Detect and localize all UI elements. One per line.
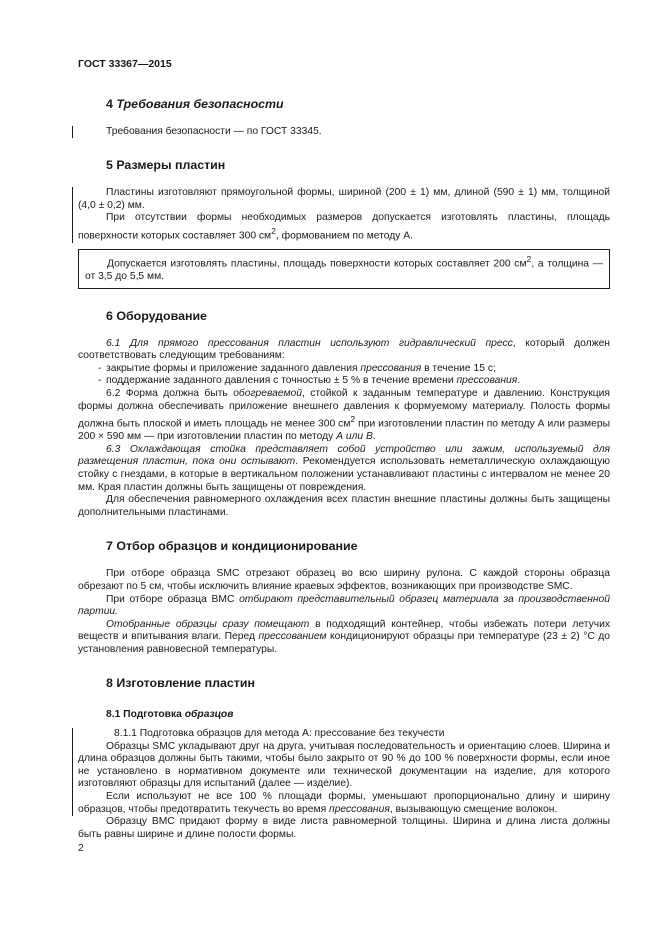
text-run: в течение 15 с; (421, 362, 496, 374)
superscript: 2 (350, 414, 356, 425)
document-page (78, 58, 610, 861)
change-mark-block (78, 187, 610, 243)
italic-run: прессования (329, 803, 390, 815)
change-mark-block (78, 126, 610, 139)
section-8-paragraph-4: Образцу ВМС придают форму в виде листа равномерной толщины. Ширина и длина листа должны быть равны ширине и длине полости формы. (78, 816, 610, 840)
italic-run: образцов (184, 709, 234, 721)
text-run: При отсутствии формы необходимых размеров допускается изготовлять пластины, площадь поверхности которых составляет 300 см (78, 212, 610, 242)
section-8 (78, 676, 610, 841)
text-run: поддержание заданного давления с точностью ± 5 % в течение времени (106, 375, 457, 387)
section-7-paragraph-3 (78, 619, 610, 657)
section-8-title: 8 Изготовление пластин (106, 676, 255, 691)
section-6 (78, 309, 610, 520)
italic-run: А или В (336, 431, 373, 443)
section-4-number: 4 (106, 96, 117, 111)
text-run: закрытие формы и приложение заданного давления (106, 362, 361, 374)
text-run: , а толщина — от 3,5 до 5,5 мм. (85, 258, 604, 282)
clause-8-1-1: 8.1.1 Подготовка образцов для метода А: прессование без текучести (114, 728, 445, 740)
clause-6-1 (78, 338, 610, 363)
text-run: , который должен соответствовать следующим требованиям: (78, 337, 610, 362)
clause-6-3 (78, 444, 610, 494)
text-run: Если используют не все 100 % площади формы, уменьшают пропорционально длину и ширину образцов, чтобы предотвратить текучесть во время (78, 791, 610, 815)
list-item (78, 363, 610, 376)
text-run: Допускается изготовлять пластины, площадь поверхности которых составляет 200 см (107, 258, 527, 270)
section-8-paragraph-2: Образцы SMC укладывают друг на друга, учитывая последовательность и ориентацию слоев. Ширина и длина образцов должны быть такими, чтобы было закрыто от 90 % до 100 % поверхности формы, если иное не установлено в нормативном документе или технической документации на изделие, для которого изготовляют образцы для испытаний (далее — изделие). (78, 740, 610, 790)
text-run: . Рекомендуется использовать неметаллическую охлаждающую стойку с гнездами, в которые в вертикальном положении устанавливают пластины с интервалом не менее 20 мм. Края пластин должны быть защищены от повреждения. (78, 456, 611, 493)
italic-run: 6.1 Для прямого прессования пластин используют гидравлический пресс (106, 337, 513, 349)
section-7-paragraph-2 (78, 594, 610, 619)
subsection-8-1-title (106, 709, 610, 722)
section-4-title (106, 97, 610, 112)
requirements-list (78, 363, 610, 388)
italic-run: 6.3 Охлаждающая стойка представляет собой устройство или зажим, используемый для размещения пластин, пока они остывают (78, 443, 610, 468)
italic-run: Отобранные образцы сразу помещают (106, 618, 310, 630)
section-7-paragraph-1: При отборе образца SMC отрезают образец во всю ширину рулона. С каждой стороны образца обрезают по 5 см, чтобы исключить влияние краевых эффектов, возникающих при производстве SMC. (78, 568, 610, 592)
text-run: , формованием по методу А. (275, 230, 414, 242)
amendment-box (78, 249, 610, 289)
amendment-paragraph (85, 253, 603, 284)
italic-run: прессования (360, 362, 422, 374)
italic-run: обогреваемой (233, 387, 302, 399)
text-run: 8.1 Подготовка (106, 709, 185, 721)
section-5 (78, 158, 610, 288)
italic-run: отбирают представительный образец материала за производственной партии. (78, 593, 611, 618)
text-run: кондиционируют образцы при температуре (23 ± 2) °С до установления равновесной температуры. (78, 631, 611, 655)
text-run: , стойкой к заданным температуре и давлению. Конструкция формы должна обеспечивать приложение внешнего давления к формуемому материалу. Полость формы должна быть плоской и иметь площадь не менее 300 см (78, 387, 611, 430)
section-7-title: 7 Отбор образцов и кондиционирование (106, 539, 358, 554)
text-run: . (372, 431, 376, 443)
text-run: При отборе образца ВМС (106, 593, 240, 605)
italic-run: прессования (456, 375, 518, 387)
text-run: 6.2 Форма должна быть (106, 387, 234, 399)
section-6-title: 6 Оборудование (106, 308, 207, 323)
section-4 (78, 97, 610, 139)
page-number: 2 (78, 843, 84, 854)
section-5-paragraph-2 (78, 212, 610, 243)
section-4-title-text: Требования безопасности (116, 96, 284, 111)
section-8-paragraph-3 (78, 791, 610, 816)
clause-6-2 (78, 388, 610, 444)
clause-6-3-note: Для обеспечения равномерного охлаждения всех пластин внешние пластины должны быть защищены дополнительными пластинами. (78, 494, 610, 518)
text-run: . (517, 375, 521, 387)
section-4-paragraph: Требования безопасности — по ГОСТ 33345. (106, 125, 322, 137)
section-7 (78, 539, 610, 656)
superscript: 2 (526, 253, 532, 264)
change-mark-block (78, 728, 610, 816)
italic-run: прессованием (258, 631, 327, 643)
section-5-paragraph-1: Пластины изготовляют прямоугольной формы, шириной (200 ± 1) мм, длиной (590 ± 1) мм, толщиной (4,0 ± 0,2) мм. (78, 187, 610, 211)
list-item (78, 375, 610, 388)
text-run: , вызывающую смещение волокон. (389, 803, 558, 815)
superscript: 2 (271, 225, 276, 236)
text-run: при изготовлении пластин по методу А или размеры 200 × 590 мм — при изготовлении пластин по методу (78, 418, 610, 443)
section-5-title: 5 Размеры пластин (106, 158, 226, 173)
text-run: в подходящий контейнер, чтобы избежать потери летучих веществ и впитывания влаги. Перед (78, 618, 610, 643)
document-code: ГОСТ 33367—2015 (78, 58, 172, 70)
